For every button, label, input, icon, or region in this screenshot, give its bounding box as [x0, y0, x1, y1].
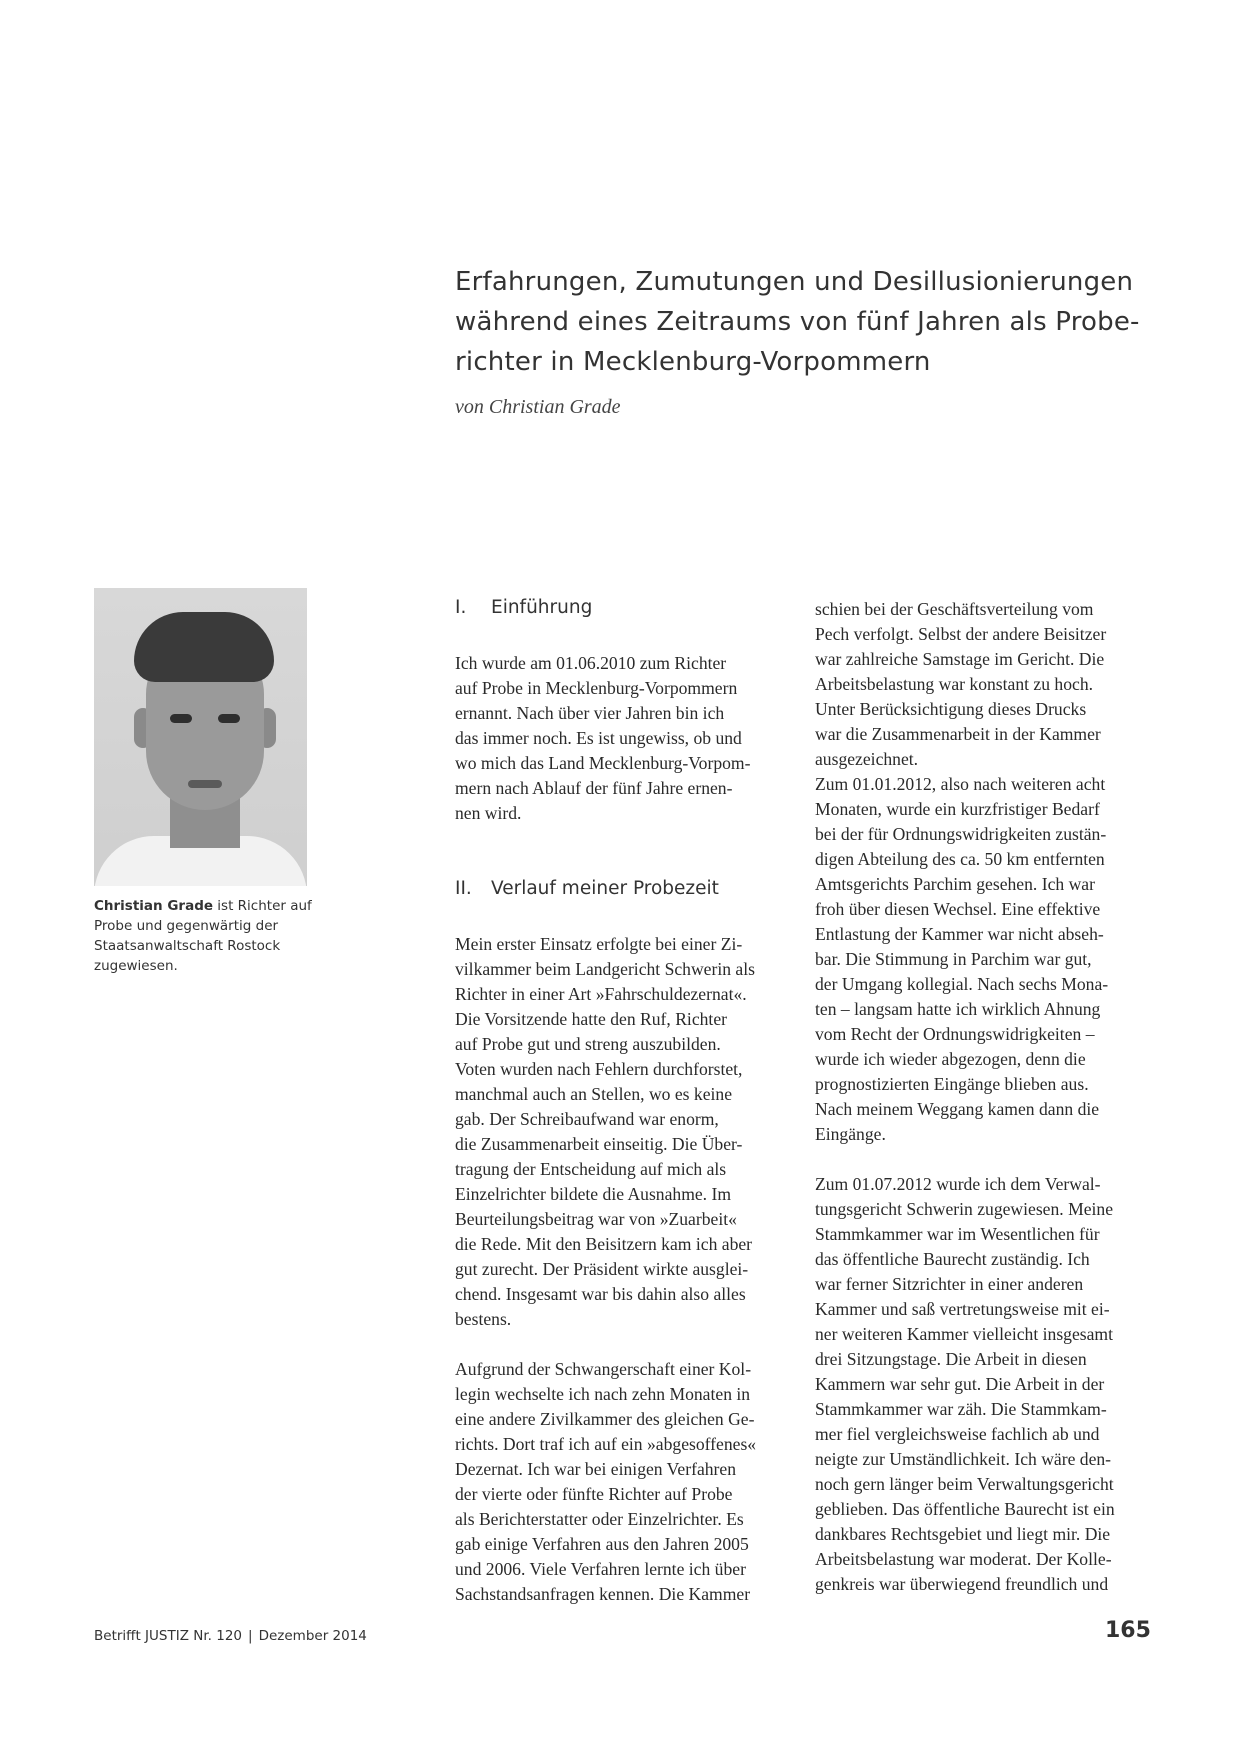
text-line: vom Recht der Ordnungswidrigkeiten – — [815, 1024, 1095, 1044]
text-line: Arbeitsbelastung war moderat. Der Kolle- — [815, 1549, 1112, 1569]
photo-mouth — [188, 780, 222, 788]
text-line: Stammkammer war zäh. Die Stammkam- — [815, 1399, 1107, 1419]
caption-text: Staatsanwaltschaft Rostock — [94, 938, 281, 954]
text-line: auf Probe in Mecklenburg-Vorpommern — [455, 678, 738, 698]
text-line: Richter in einer Art »Fahrschuldezernat«. — [455, 984, 747, 1004]
text-line: war zahlreiche Samstage im Gericht. Die — [815, 649, 1105, 669]
text-line: Arbeitsbelastung war konstant zu hoch. — [815, 674, 1094, 694]
title-line: richter in Mecklenburg-Vorpommern — [455, 347, 931, 377]
caption-text: ist Richter auf — [213, 898, 312, 914]
text-line: tungsgericht Schwerin zugewiesen. Meine — [815, 1199, 1114, 1219]
text-line: Stammkammer war im Wesentlichen für — [815, 1224, 1100, 1244]
text-line: neigte zur Umständlichkeit. Ich wäre den- — [815, 1449, 1112, 1469]
text-line: Voten wurden nach Fehlern durchforstet, — [455, 1059, 743, 1079]
text-line: mern nach Ablauf der fünf Jahre ernen- — [455, 778, 733, 798]
text-line: Sachstandsanfragen kennen. Die Kammer — [455, 1584, 751, 1604]
text-line: bar. Die Stimmung in Parchim war gut, — [815, 949, 1092, 969]
text-line: bei der für Ordnungswidrigkeiten zustän- — [815, 824, 1107, 844]
text-line: genkreis war überwiegend freundlich und — [815, 1574, 1109, 1594]
text-line: digen Abteilung des ca. 50 km entfernten — [815, 849, 1105, 869]
text-line: die Zusammenarbeit einseitig. Die Über- — [455, 1134, 743, 1154]
text-line: Zum 01.07.2012 wurde ich dem Verwal- — [815, 1174, 1101, 1194]
text-column-right — [815, 597, 1147, 1597]
author-caption — [94, 896, 324, 976]
text-line: war die Zusammenarbeit in der Kammer — [815, 724, 1101, 744]
text-line: Kammer und saß vertretungsweise mit ei- — [815, 1299, 1110, 1319]
text-line: wurde ich wieder abgezogen, denn die — [815, 1049, 1086, 1069]
text-line: war ferner Sitzrichter in einer anderen — [815, 1274, 1084, 1294]
text-line: mer fiel vergleichsweise fachlich ab und — [815, 1424, 1100, 1444]
text-line: und 2006. Viele Verfahren lernte ich über — [455, 1559, 746, 1579]
text-line: chend. Insgesamt war bis dahin also alles — [455, 1284, 746, 1304]
photo-eye — [170, 714, 192, 723]
section-title: Verlauf meiner Probezeit — [491, 878, 719, 899]
title-line: Erfahrungen, Zumutungen und Desillusionierungen — [455, 267, 1134, 297]
caption-text: Probe und gegenwärtig der — [94, 918, 279, 934]
text-line: legin wechselte ich nach zehn Monaten in — [455, 1384, 751, 1404]
text-line: das öffentliche Baurecht zuständig. Ich — [815, 1249, 1090, 1269]
photo-eye — [218, 714, 240, 723]
text-line: Pech verfolgt. Selbst der andere Beisitzer — [815, 624, 1107, 644]
section-heading — [455, 876, 787, 901]
text-line: ner weiteren Kammer vielleicht insgesamt — [815, 1324, 1114, 1344]
text-line: gab einige Verfahren aus den Jahren 2005 — [455, 1534, 749, 1554]
text-line: der Umgang kollegial. Nach sechs Mona- — [815, 974, 1109, 994]
article-title — [455, 262, 1175, 382]
text-line: das immer noch. Es ist ungewiss, ob und — [455, 728, 742, 748]
text-line: wo mich das Land Mecklenburg-Vorpom- — [455, 753, 751, 773]
photo-hair — [134, 612, 274, 682]
section-number: II. — [455, 878, 472, 899]
text-line: Die Vorsitzende hatte den Ruf, Richter — [455, 1009, 727, 1029]
footer-publication — [94, 1628, 367, 1644]
footer-separator: | — [248, 1628, 253, 1644]
text-line: Dezernat. Ich war bei einigen Verfahren — [455, 1459, 737, 1479]
section-heading — [455, 595, 787, 620]
text-line: tragung der Entscheidung auf mich als — [455, 1159, 727, 1179]
text-line: Monaten, wurde ein kurzfristiger Bedarf — [815, 799, 1100, 819]
text-line: Eingänge. — [815, 1124, 886, 1144]
text-line: Amtsgerichts Parchim gesehen. Ich war — [815, 874, 1095, 894]
text-line: noch gern länger beim Verwaltungsgericht — [815, 1474, 1114, 1494]
text-line: manchmal auch an Stellen, wo es keine — [455, 1084, 733, 1104]
text-line: nen wird. — [455, 803, 522, 823]
text-line: ausgezeichnet. — [815, 749, 919, 769]
publication-name: Betrifft JUSTIZ Nr. 120 — [94, 1628, 243, 1644]
text-line: eine andere Zivilkammer des gleichen Ge- — [455, 1409, 755, 1429]
publication-date: Dezember 2014 — [258, 1628, 367, 1644]
byline: von Christian Grade — [455, 396, 621, 418]
text-line: Beurteilungsbeitrag war von »Zuarbeit« — [455, 1209, 737, 1229]
text-line: Ich wurde am 01.06.2010 zum Richter — [455, 653, 727, 673]
text-line: prognostizierten Eingänge blieben aus. — [815, 1074, 1089, 1094]
text-line: drei Sitzungstage. Die Arbeit in diesen — [815, 1349, 1087, 1369]
text-line: richts. Dort traf ich auf ein »abgesoffenes« — [455, 1434, 757, 1454]
text-line: Aufgrund der Schwangerschaft einer Kol- — [455, 1359, 752, 1379]
text-line: froh über diesen Wechsel. Eine effektive — [815, 899, 1101, 919]
text-line: gab. Der Schreibaufwand war enorm, — [455, 1109, 719, 1129]
caption-text: zugewiesen. — [94, 958, 178, 974]
text-line: auf Probe gut und streng auszubilden. — [455, 1034, 721, 1054]
text-line: dankbares Rechtsgebiet und liegt mir. Die — [815, 1524, 1111, 1544]
caption-name: Christian Grade — [94, 898, 214, 914]
text-line: bestens. — [455, 1309, 512, 1329]
text-line: vilkammer beim Landgericht Schwerin als — [455, 959, 755, 979]
text-line: schien bei der Geschäftsverteilung vom — [815, 599, 1094, 619]
text-line: Entlastung der Kammer war nicht abseh- — [815, 924, 1104, 944]
text-line: gut zurecht. Der Präsident wirkte ausglei- — [455, 1259, 749, 1279]
text-line: der vierte oder fünfte Richter auf Probe — [455, 1484, 733, 1504]
text-line: ten – langsam hatte ich wirklich Ahnung — [815, 999, 1101, 1019]
text-line: Mein erster Einsatz erfolgte bei einer Zi- — [455, 934, 743, 954]
author-photo — [94, 588, 307, 886]
text-line: Unter Berücksichtigung dieses Drucks — [815, 699, 1087, 719]
text-line: Einzelrichter bildete die Ausnahme. Im — [455, 1184, 732, 1204]
text-line: Zum 01.01.2012, also nach weiteren acht — [815, 774, 1106, 794]
text-line: als Berichterstatter oder Einzelrichter. Es — [455, 1509, 744, 1529]
text-column-left — [455, 595, 787, 1607]
text-line: ernannt. Nach über vier Jahren bin ich — [455, 703, 725, 723]
section-title: Einführung — [491, 597, 593, 618]
text-line: geblieben. Das öffentliche Baurecht ist ein — [815, 1499, 1115, 1519]
section-number: I. — [455, 597, 467, 618]
text-line: Nach meinem Weggang kamen dann die — [815, 1099, 1100, 1119]
page-number: 165 — [1105, 1618, 1151, 1643]
title-line: während eines Zeitraums von fünf Jahren als Probe- — [455, 307, 1140, 337]
text-line: die Rede. Mit den Beisitzern kam ich aber — [455, 1234, 753, 1254]
text-line: Kammern war sehr gut. Die Arbeit in der — [815, 1374, 1105, 1394]
